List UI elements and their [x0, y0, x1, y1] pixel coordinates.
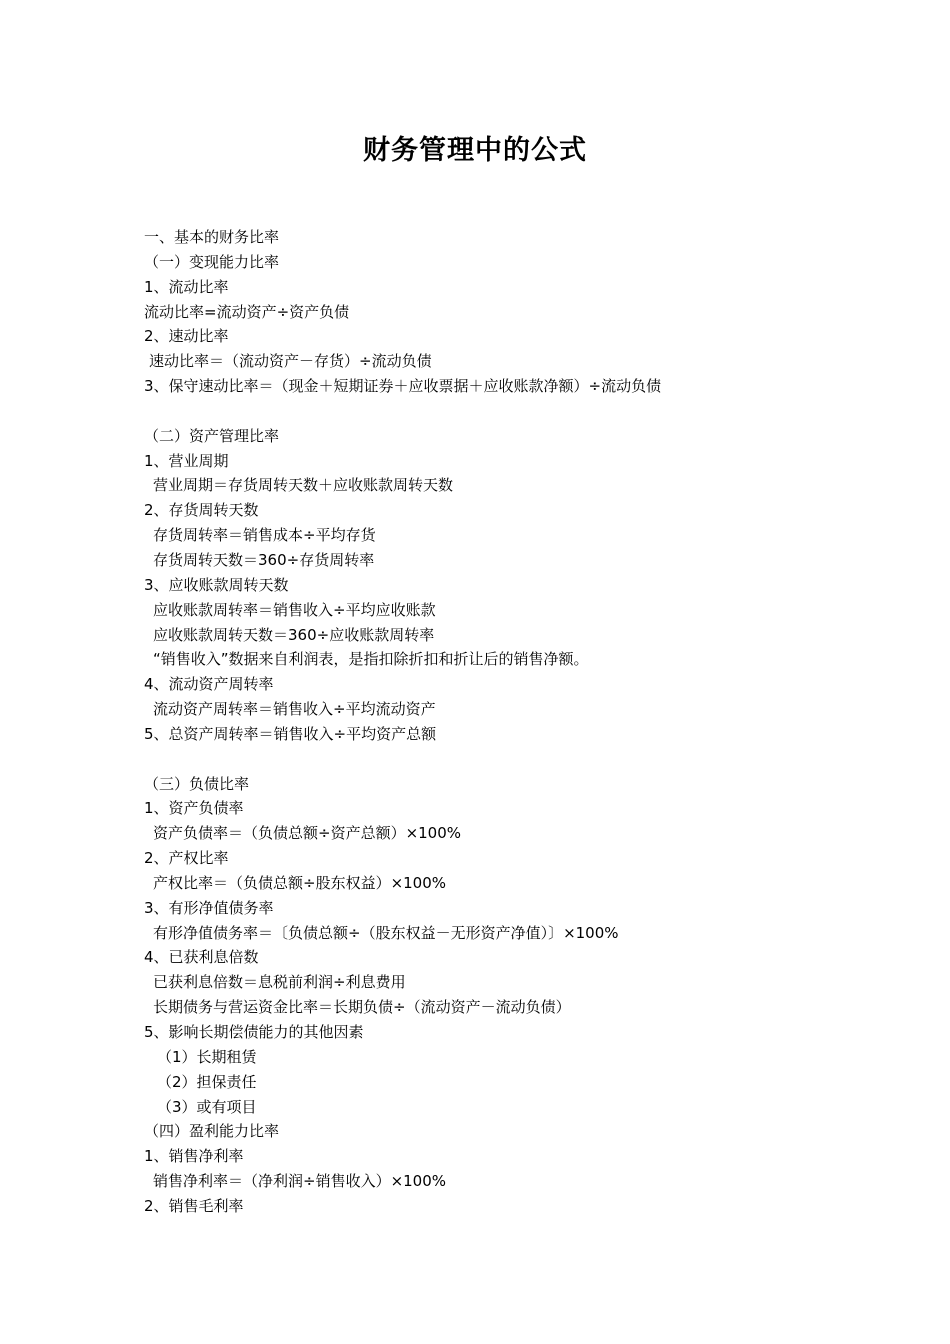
- item-heading: 5、总资产周转率＝销售收入÷平均资产总额: [144, 724, 437, 743]
- item-heading: 4、已获利息倍数: [144, 948, 259, 967]
- formula-line: 产权比率＝（负债总额÷股东权益）×100%: [153, 873, 447, 892]
- note-line: “销售收入”数据来自利润表，是指扣除折扣和折让后的销售净额。: [153, 650, 589, 669]
- formula-line: 流动比率=流动资产÷资产负债: [144, 302, 350, 321]
- item-heading: 1、资产负债率: [144, 799, 244, 818]
- subsection-heading: （一）变现能力比率: [144, 252, 280, 271]
- blank-line: [144, 747, 864, 772]
- formula-line: 已获利息倍数＝息税前利润÷利息费用: [153, 973, 406, 992]
- subsection-heading: （二）资产管理比率: [144, 426, 280, 445]
- list-item: （3）或有项目: [157, 1097, 257, 1116]
- formula-line: 营业周期＝存货周转天数＋应收账款周转天数: [153, 476, 454, 495]
- formula-line: 存货周转率＝销售成本÷平均存货: [153, 526, 376, 545]
- formula-line: 速动比率＝（流动资产－存货）÷流动负债: [149, 352, 432, 371]
- formula-line: 资产负债率＝（负债总额÷资产总额）×100%: [153, 824, 462, 843]
- blank-line: [144, 399, 864, 424]
- item-heading: 2、存货周转天数: [144, 501, 259, 520]
- item-heading: 1、流动比率: [144, 277, 229, 296]
- item-heading: 4、流动资产周转率: [144, 675, 274, 694]
- section-heading: 一、基本的财务比率: [144, 228, 280, 246]
- item-heading: 2、速动比率: [144, 327, 229, 346]
- item-heading: 1、营业周期: [144, 451, 229, 470]
- item-heading: 3、应收账款周转天数: [144, 575, 289, 594]
- subsection-heading: （四）盈利能力比率: [144, 1122, 280, 1141]
- formula-line: 流动资产周转率＝销售收入÷平均流动资产: [153, 700, 436, 719]
- item-heading: 5、影响长期偿债能力的其他因素: [144, 1023, 364, 1041]
- formula-line: 销售净利率＝（净利润÷销售收入）×100%: [153, 1172, 447, 1191]
- list-item: （2）担保责任: [157, 1072, 257, 1091]
- formula-line: 长期债务与营运资金比率＝长期负债÷（流动资产－流动负债）: [153, 998, 571, 1017]
- item-heading: 2、销售毛利率: [144, 1196, 244, 1215]
- item-heading: 3、保守速动比率＝（现金＋短期证券＋应收票据＋应收账款净额）÷流动负债: [144, 377, 662, 396]
- formula-line: 应收账款周转率＝销售收入÷平均应收账款: [153, 600, 436, 619]
- item-heading: 3、有形净值债务率: [144, 898, 274, 917]
- page-title: 财务管理中的公式: [363, 135, 587, 166]
- item-heading: 2、产权比率: [144, 849, 229, 868]
- formula-line: 应收账款周转天数＝360÷应收账款周转率: [153, 625, 435, 644]
- document-body: [144, 225, 864, 1219]
- item-heading: 1、销售净利率: [144, 1147, 244, 1166]
- list-item: （1）长期租赁: [157, 1047, 257, 1066]
- subsection-heading: （三）负债比率: [144, 774, 250, 793]
- formula-line: 有形净值债务率＝〔负债总额÷（股东权益－无形资产净值）〕×100%: [153, 923, 619, 942]
- formula-line: 存货周转天数＝360÷存货周转率: [153, 550, 375, 569]
